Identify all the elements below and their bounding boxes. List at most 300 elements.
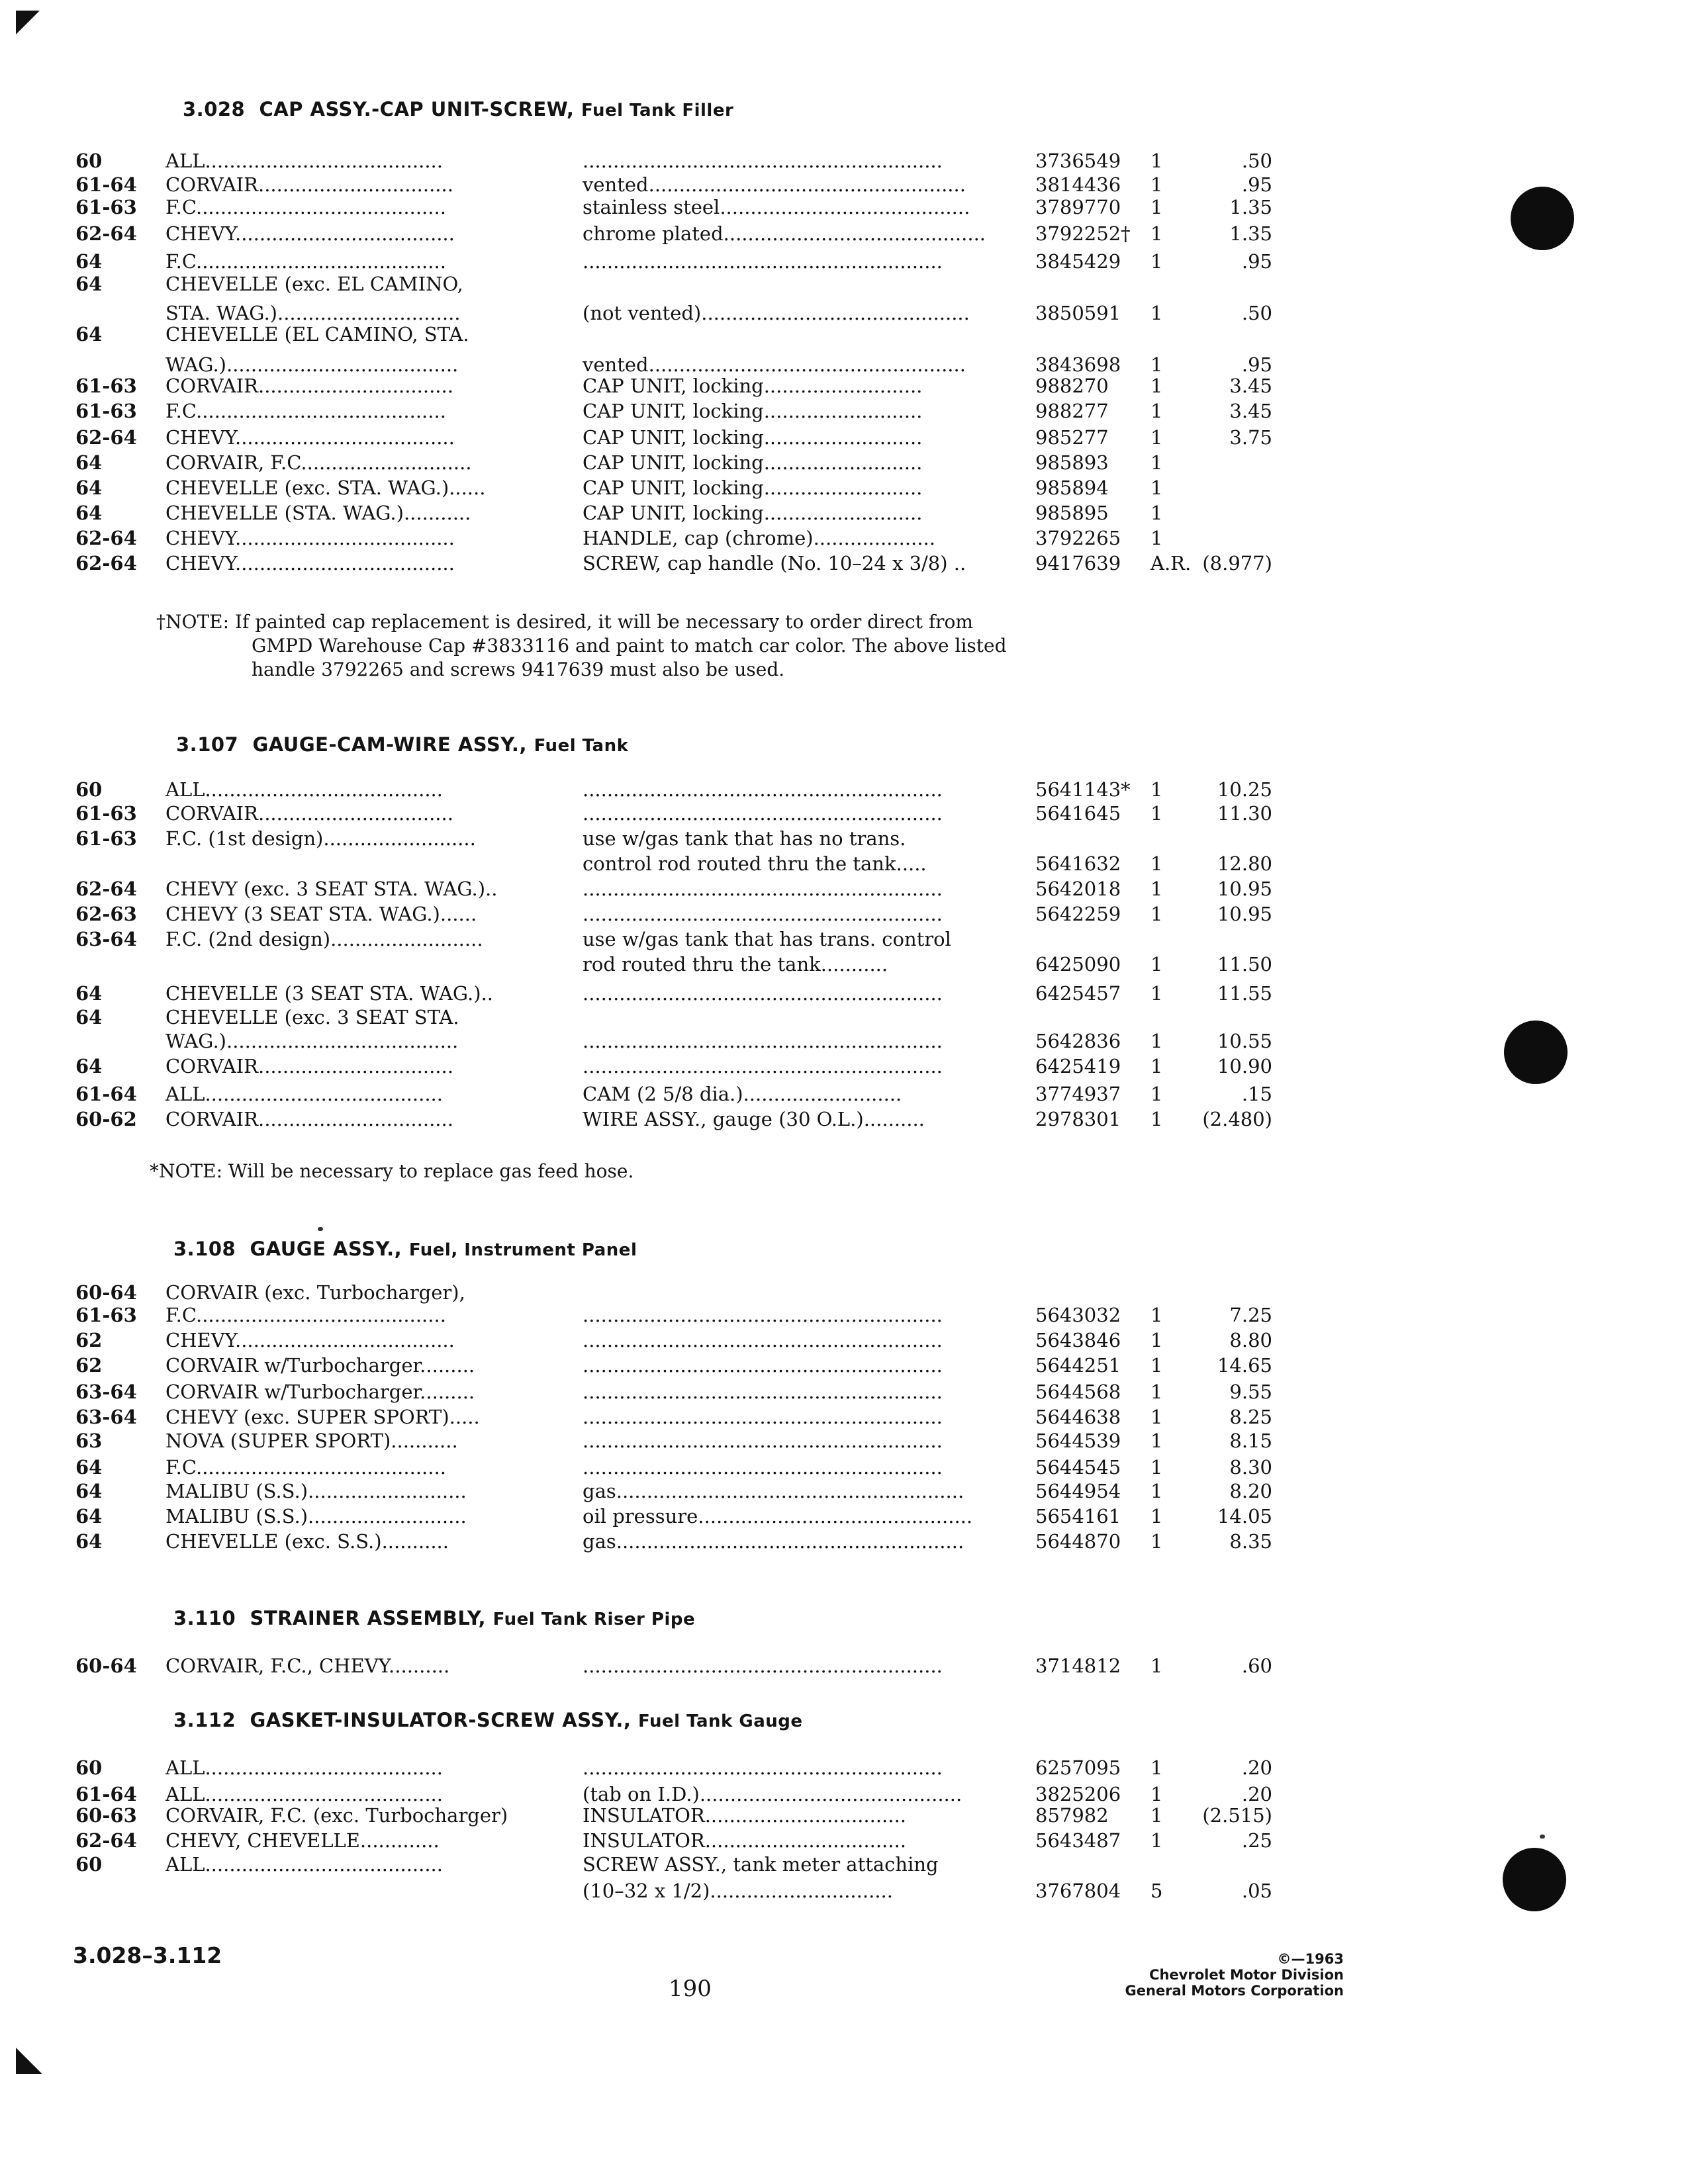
part-number-cell: 985894	[1035, 477, 1109, 499]
year-cell: 60-62	[75, 1108, 137, 1130]
quantity-cell: 1	[1150, 1430, 1163, 1452]
price-cell: (2.480)	[1202, 1108, 1272, 1130]
part-number-cell: 3792252†	[1035, 222, 1131, 245]
part-number-cell: 5644870	[1035, 1530, 1121, 1553]
section-title-3-112: 3.112 GASKET-INSULATOR-SCREW ASSY., Fuel Tank Gauge	[173, 1709, 803, 1731]
year-cell: 61-63	[75, 375, 137, 397]
description-cell: ...........................................................	[583, 1030, 943, 1052]
description-cell: SCREW, cap handle (No. 10–24 x 3/8) ..	[583, 552, 966, 574]
copyright-division: Chevrolet Motor Division	[1149, 1967, 1344, 1983]
year-cell: 61-63	[75, 1304, 137, 1326]
part-number-cell: 5644539	[1035, 1430, 1121, 1452]
quantity-cell: 1	[1150, 1456, 1163, 1479]
part-number-cell: 5642836	[1035, 1030, 1121, 1052]
quantity-cell: 1	[1150, 173, 1163, 196]
model-cell: CORVAIR, F.C. (exc. Turbocharger)	[165, 1804, 508, 1827]
model-cell: WAG.)......................................	[165, 1030, 459, 1052]
price-cell: 11.30	[1217, 802, 1272, 825]
price-cell: 8.20	[1229, 1480, 1272, 1502]
year-cell: 64	[75, 1530, 103, 1553]
part-number-cell: 9417639	[1035, 552, 1121, 574]
description-cell: CAP UNIT, locking..........................	[583, 502, 923, 524]
description-cell: gas.........................................................	[583, 1480, 964, 1502]
year-cell: 64	[75, 1480, 103, 1502]
year-cell: 64	[75, 273, 103, 295]
quantity-cell: 1	[1150, 1480, 1163, 1502]
part-number-cell: 5644954	[1035, 1480, 1121, 1502]
price-cell: 1.35	[1229, 222, 1272, 245]
year-cell: 64	[75, 1456, 103, 1479]
table-row	[0, 375, 1688, 401]
note-line: GMPD Warehouse Cap #3833116 and paint to match car color. The above listed	[252, 635, 1007, 657]
part-number-cell: 3767804	[1035, 1880, 1121, 1902]
table-row	[0, 1055, 1688, 1081]
description-cell: SCREW ASSY., tank meter attaching	[583, 1853, 939, 1876]
part-number-cell: 3845429	[1035, 250, 1121, 273]
quantity-cell: 1	[1150, 400, 1163, 422]
quantity-cell: 1	[1150, 222, 1163, 245]
model-cell: CHEVY....................................	[165, 426, 455, 449]
section-title-3-028: 3.028 CAP ASSY.-CAP UNIT-SCREW, Fuel Tank Filler	[183, 98, 734, 120]
quantity-cell: 1	[1150, 250, 1163, 273]
stray-mark	[318, 1227, 323, 1231]
table-row	[0, 827, 1688, 854]
price-cell: 10.55	[1217, 1030, 1272, 1052]
description-cell: CAP UNIT, locking..........................	[583, 375, 923, 397]
year-cell: 64	[75, 250, 103, 273]
description-cell: INSULATOR.................................	[583, 1804, 906, 1827]
price-cell: 10.95	[1217, 903, 1272, 925]
model-cell: F.C.........................................	[165, 1304, 446, 1326]
price-cell: 10.95	[1217, 878, 1272, 900]
quantity-cell: 1	[1150, 502, 1163, 524]
year-cell: 64	[75, 1006, 103, 1028]
year-cell: 60-64	[75, 1655, 137, 1677]
part-number-cell: 857982	[1035, 1804, 1109, 1827]
year-cell: 63-64	[75, 1381, 137, 1403]
table-row	[0, 1006, 1688, 1032]
price-cell: .60	[1241, 1655, 1272, 1677]
description-cell: chrome plated...........................................	[583, 222, 986, 245]
description-cell: CAP UNIT, locking..........................	[583, 451, 923, 474]
copyright-block	[1125, 1951, 1344, 1999]
quantity-cell: 1	[1150, 878, 1163, 900]
year-cell: 61-63	[75, 196, 137, 218]
model-cell: F.C.........................................	[165, 250, 446, 273]
quantity-cell: 1	[1150, 1083, 1163, 1105]
price-cell: 12.80	[1217, 852, 1272, 875]
year-cell: 64	[75, 477, 103, 499]
description-cell: ...........................................................	[583, 1430, 943, 1452]
year-cell: 61-64	[75, 173, 137, 196]
quantity-cell: 1	[1150, 353, 1163, 376]
year-cell: 62-64	[75, 426, 137, 449]
quantity-cell: 1	[1150, 196, 1163, 218]
table-row	[0, 400, 1688, 426]
table-row	[0, 1530, 1688, 1557]
table-row	[0, 527, 1688, 553]
model-cell: CHEVY (exc. SUPER SPORT).....	[165, 1406, 480, 1428]
part-number-cell: 3850591	[1035, 302, 1121, 324]
table-row	[0, 1030, 1688, 1056]
part-number-cell: 6257095	[1035, 1756, 1121, 1779]
part-number-cell: 5641632	[1035, 852, 1121, 875]
model-cell: F.C.........................................	[165, 196, 446, 218]
year-cell: 64	[75, 1505, 103, 1527]
quantity-cell: 1	[1150, 1030, 1163, 1052]
year-cell: 60	[75, 778, 103, 801]
price-cell: .50	[1241, 150, 1272, 172]
price-cell: 8.15	[1229, 1430, 1272, 1452]
year-cell: 63-64	[75, 928, 137, 950]
model-cell: CHEVELLE (exc. EL CAMINO,	[165, 273, 463, 295]
price-cell: 3.75	[1229, 426, 1272, 449]
table-row	[0, 273, 1688, 299]
model-cell: ALL.......................................	[165, 1756, 443, 1779]
price-cell: 14.05	[1217, 1505, 1272, 1527]
table-row	[0, 928, 1688, 954]
quantity-cell: 1	[1150, 1055, 1163, 1077]
price-cell: .95	[1241, 173, 1272, 196]
quantity-cell: 1	[1150, 375, 1163, 397]
table-row	[0, 477, 1688, 503]
price-cell: (2.515)	[1202, 1804, 1272, 1827]
quantity-cell: 1	[1150, 150, 1163, 172]
part-number-cell: 2978301	[1035, 1108, 1121, 1130]
model-cell: NOVA (SUPER SPORT)...........	[165, 1430, 458, 1452]
model-cell: CORVAIR................................	[165, 1108, 453, 1130]
model-cell: CHEVY....................................	[165, 1329, 455, 1351]
year-cell: 63	[75, 1430, 103, 1452]
description-cell: ...........................................................	[583, 150, 943, 172]
part-number-cell: 5644638	[1035, 1406, 1121, 1428]
quantity-cell: 1	[1150, 903, 1163, 925]
year-cell: 61-64	[75, 1083, 137, 1105]
description-cell: control rod routed thru the tank.....	[583, 852, 927, 875]
model-cell: ALL.......................................	[165, 1083, 443, 1105]
part-number-cell: 3792265	[1035, 527, 1121, 549]
model-cell: ALL.......................................	[165, 778, 443, 801]
quantity-cell: 1	[1150, 1783, 1163, 1805]
model-cell: CORVAIR................................	[165, 173, 453, 196]
price-cell: (8.977)	[1202, 552, 1272, 574]
part-number-cell: 3825206	[1035, 1783, 1121, 1805]
quantity-cell: 1	[1150, 1655, 1163, 1677]
corner-mark-top-left	[16, 11, 40, 34]
model-cell: CORVAIR................................	[165, 802, 453, 825]
table-row	[0, 1108, 1688, 1134]
quantity-cell: 1	[1150, 982, 1163, 1005]
quantity-cell: 1	[1150, 1406, 1163, 1428]
description-cell: (10–32 x 1/2)..............................	[583, 1880, 893, 1902]
part-number-cell: 5644251	[1035, 1354, 1121, 1377]
model-cell: CHEVY....................................	[165, 552, 455, 574]
description-cell: ...........................................................	[583, 1329, 943, 1351]
model-cell: CHEVELLE (exc. 3 SEAT STA.	[165, 1006, 459, 1028]
quantity-cell: 1	[1150, 451, 1163, 474]
quantity-cell: 1	[1150, 302, 1163, 324]
part-number-cell: 5641645	[1035, 802, 1121, 825]
description-cell: INSULATOR.................................	[583, 1829, 906, 1852]
year-cell: 62-63	[75, 903, 137, 925]
part-number-cell: 5641143*	[1035, 778, 1131, 801]
table-row	[0, 196, 1688, 222]
quantity-cell: 1	[1150, 1108, 1163, 1130]
description-cell: (not vented)............................................	[583, 302, 970, 324]
description-cell: ...........................................................	[583, 878, 943, 900]
price-cell: 11.55	[1217, 982, 1272, 1005]
model-cell: CHEVY....................................	[165, 527, 455, 549]
price-cell: 10.25	[1217, 778, 1272, 801]
price-cell: 3.45	[1229, 375, 1272, 397]
description-cell: ...........................................................	[583, 1756, 943, 1779]
table-row	[0, 1329, 1688, 1355]
description-cell: gas.........................................................	[583, 1530, 964, 1553]
note-line: *NOTE: Will be necessary to replace gas feed hose.	[150, 1160, 634, 1182]
model-cell: WAG.)......................................	[165, 353, 459, 376]
part-number-cell: 985277	[1035, 426, 1109, 449]
table-row	[0, 982, 1688, 1009]
year-cell: 61-63	[75, 400, 137, 422]
description-cell: ...........................................................	[583, 1354, 943, 1377]
section-title-3-108: 3.108 GAUGE ASSY., Fuel, Instrument Panel	[173, 1238, 637, 1260]
table-row	[0, 802, 1688, 829]
year-cell: 63-64	[75, 1406, 137, 1428]
price-cell: .50	[1241, 302, 1272, 324]
table-row	[0, 1505, 1688, 1531]
quantity-cell: 1	[1150, 1530, 1163, 1553]
description-cell: ...........................................................	[583, 1304, 943, 1326]
part-number-cell: 6425419	[1035, 1055, 1121, 1077]
part-number-cell: 988277	[1035, 400, 1109, 422]
quantity-cell: 1	[1150, 527, 1163, 549]
model-cell: F.C. (2nd design).........................	[165, 928, 483, 950]
part-number-cell: 3714812	[1035, 1655, 1121, 1677]
description-cell: ...........................................................	[583, 1655, 943, 1677]
part-number-cell: 6425457	[1035, 982, 1121, 1005]
part-number-cell: 3843698	[1035, 353, 1121, 376]
year-cell: 62-64	[75, 1829, 137, 1852]
table-row	[0, 1354, 1688, 1381]
description-cell: (tab on I.D.)...........................................	[583, 1783, 962, 1805]
model-cell: CORVAIR, F.C............................	[165, 451, 472, 474]
quantity-cell: 5	[1150, 1880, 1163, 1902]
note-3-028	[156, 610, 1007, 682]
table-row	[0, 1655, 1688, 1681]
quantity-cell: 1	[1150, 426, 1163, 449]
price-cell: .15	[1241, 1083, 1272, 1105]
part-number-cell: 985893	[1035, 451, 1109, 474]
part-number-cell: 5642259	[1035, 903, 1121, 925]
description-cell: CAP UNIT, locking..........................	[583, 400, 923, 422]
model-cell: CHEVELLE (exc. STA. WAG.)......	[165, 477, 486, 499]
table-row	[0, 1853, 1688, 1880]
price-cell: 1.35	[1229, 196, 1272, 218]
quantity-cell: 1	[1150, 1756, 1163, 1779]
year-cell: 60-63	[75, 1804, 137, 1827]
description-cell: ...........................................................	[583, 982, 943, 1005]
price-cell: .20	[1241, 1756, 1272, 1779]
model-cell: CORVAIR................................	[165, 375, 453, 397]
quantity-cell: 1	[1150, 1381, 1163, 1403]
part-number-cell: 3814436	[1035, 173, 1121, 196]
table-row	[0, 1829, 1688, 1856]
price-cell: 3.45	[1229, 400, 1272, 422]
footer-section-range: 3.028–3.112	[73, 1942, 222, 1968]
year-cell: 62-64	[75, 552, 137, 574]
quantity-cell: 1	[1150, 1829, 1163, 1852]
price-cell: 9.55	[1229, 1381, 1272, 1403]
part-number-cell: 3774937	[1035, 1083, 1121, 1105]
quantity-cell: 1	[1150, 477, 1163, 499]
description-cell: ...........................................................	[583, 250, 943, 273]
table-row	[0, 502, 1688, 528]
part-number-cell: 5643846	[1035, 1329, 1121, 1351]
model-cell: CHEVELLE (STA. WAG.)...........	[165, 502, 471, 524]
note-line: handle 3792265 and screws 9417639 must also be used.	[252, 659, 785, 680]
year-cell: 64	[75, 1055, 103, 1077]
price-cell: .20	[1241, 1783, 1272, 1805]
year-cell: 60	[75, 1853, 103, 1876]
year-cell: 64	[75, 982, 103, 1005]
model-cell: CORVAIR (exc. Turbocharger),	[165, 1281, 465, 1304]
description-cell: WIRE ASSY., gauge (30 O.L.)..........	[583, 1108, 925, 1130]
table-row	[0, 222, 1688, 249]
description-cell: ...........................................................	[583, 1406, 943, 1428]
quantity-cell: 1	[1150, 1505, 1163, 1527]
table-row	[0, 1304, 1688, 1330]
model-cell: CHEVELLE (3 SEAT STA. WAG.)..	[165, 982, 494, 1005]
model-cell: CHEVY, CHEVELLE.............	[165, 1829, 440, 1852]
table-row	[0, 451, 1688, 478]
description-cell: CAP UNIT, locking..........................	[583, 477, 923, 499]
year-cell: 62	[75, 1354, 103, 1377]
model-cell: CHEVELLE (EL CAMINO, STA.	[165, 323, 469, 345]
table-row	[0, 878, 1688, 904]
model-cell: CORVAIR w/Turbocharger.........	[165, 1381, 475, 1403]
model-cell: STA. WAG.)..............................	[165, 302, 461, 324]
year-cell: 62-64	[75, 878, 137, 900]
table-row	[0, 1406, 1688, 1432]
part-number-cell: 985895	[1035, 502, 1109, 524]
part-number-cell: 3736549	[1035, 150, 1121, 172]
quantity-cell: 1	[1150, 1329, 1163, 1351]
model-cell: F.C. (1st design).........................	[165, 827, 476, 850]
model-cell: F.C.........................................	[165, 1456, 446, 1479]
table-row	[0, 426, 1688, 453]
page-number: 190	[669, 1976, 712, 2002]
part-number-cell: 5644545	[1035, 1456, 1121, 1479]
table-row	[0, 150, 1688, 176]
table-row	[0, 953, 1688, 979]
description-cell: vented....................................................	[583, 353, 966, 376]
price-cell: 14.65	[1217, 1354, 1272, 1377]
table-row	[0, 552, 1688, 578]
model-cell: CORVAIR, F.C., CHEVY..........	[165, 1655, 450, 1677]
table-row	[0, 778, 1688, 805]
table-row	[0, 1880, 1688, 1906]
description-cell: ...........................................................	[583, 1055, 943, 1077]
description-cell: ...........................................................	[583, 802, 943, 825]
model-cell: ALL.......................................	[165, 150, 443, 172]
part-number-cell: 6425090	[1035, 953, 1121, 976]
model-cell: CHEVY (3 SEAT STA. WAG.)......	[165, 903, 477, 925]
part-number-cell: 5642018	[1035, 878, 1121, 900]
quantity-cell: 1	[1150, 802, 1163, 825]
section-title-3-110: 3.110 STRAINER ASSEMBLY, Fuel Tank Riser Pipe	[173, 1607, 696, 1629]
year-cell: 61-63	[75, 827, 137, 850]
description-cell: stainless steel.........................................	[583, 196, 970, 218]
part-number-cell: 988270	[1035, 375, 1109, 397]
year-cell: 60	[75, 1756, 103, 1779]
table-row	[0, 1381, 1688, 1407]
price-cell: .25	[1241, 1829, 1272, 1852]
table-row	[0, 1480, 1688, 1506]
description-cell: ...........................................................	[583, 903, 943, 925]
corner-mark-bottom-left	[16, 2048, 42, 2074]
note-line: †NOTE: If painted cap replacement is desired, it will be necessary to order direct from	[156, 611, 973, 633]
description-cell: rod routed thru the tank...........	[583, 953, 888, 976]
part-number-cell: 5643032	[1035, 1304, 1121, 1326]
section-title-3-107: 3.107 GAUGE-CAM-WIRE ASSY., Fuel Tank	[176, 733, 629, 756]
description-cell: CAM (2 5/8 dia.)..........................	[583, 1083, 902, 1105]
description-cell: CAP UNIT, locking..........................	[583, 426, 923, 449]
model-cell: ALL.......................................	[165, 1783, 443, 1805]
model-cell: MALIBU (S.S.)..........................	[165, 1505, 467, 1527]
price-cell: .05	[1241, 1880, 1272, 1902]
year-cell: 60-64	[75, 1281, 137, 1304]
note-3-107	[150, 1160, 633, 1183]
model-cell: CORVAIR................................	[165, 1055, 453, 1077]
quantity-cell: 1	[1150, 953, 1163, 976]
table-row	[0, 852, 1688, 879]
copyright-year: ©—1963	[1277, 1951, 1344, 1967]
quantity-cell: 1	[1150, 1304, 1163, 1326]
table-row	[0, 1430, 1688, 1456]
copyright-corporation: General Motors Corporation	[1125, 1983, 1344, 1999]
table-row	[0, 903, 1688, 929]
table-row	[0, 1456, 1688, 1482]
description-cell: ...........................................................	[583, 778, 943, 801]
model-cell: CHEVY....................................	[165, 222, 455, 245]
table-row	[0, 323, 1688, 349]
model-cell: MALIBU (S.S.)..........................	[165, 1480, 467, 1502]
model-cell: CORVAIR w/Turbocharger.........	[165, 1354, 475, 1377]
quantity-cell: 1	[1150, 852, 1163, 875]
price-cell: .95	[1241, 353, 1272, 376]
year-cell: 62-64	[75, 222, 137, 245]
part-number-cell: 5654161	[1035, 1505, 1121, 1527]
model-cell: CHEVY (exc. 3 SEAT STA. WAG.)..	[165, 878, 498, 900]
price-cell: 8.80	[1229, 1329, 1272, 1351]
year-cell: 61-63	[75, 802, 137, 825]
year-cell: 62-64	[75, 527, 137, 549]
quantity-cell: 1	[1150, 1354, 1163, 1377]
table-row	[0, 1756, 1688, 1783]
part-number-cell: 5644568	[1035, 1381, 1121, 1403]
table-row	[0, 1804, 1688, 1831]
year-cell: 61-64	[75, 1783, 137, 1805]
model-cell: ALL.......................................	[165, 1853, 443, 1876]
part-number-cell: 5643487	[1035, 1829, 1121, 1852]
price-cell: 7.25	[1229, 1304, 1272, 1326]
price-cell: 11.50	[1217, 953, 1272, 976]
price-cell: 10.90	[1217, 1055, 1272, 1077]
price-cell: 8.30	[1229, 1456, 1272, 1479]
part-number-cell: 3789770	[1035, 196, 1121, 218]
year-cell: 62	[75, 1329, 103, 1351]
model-cell: F.C.........................................	[165, 400, 446, 422]
